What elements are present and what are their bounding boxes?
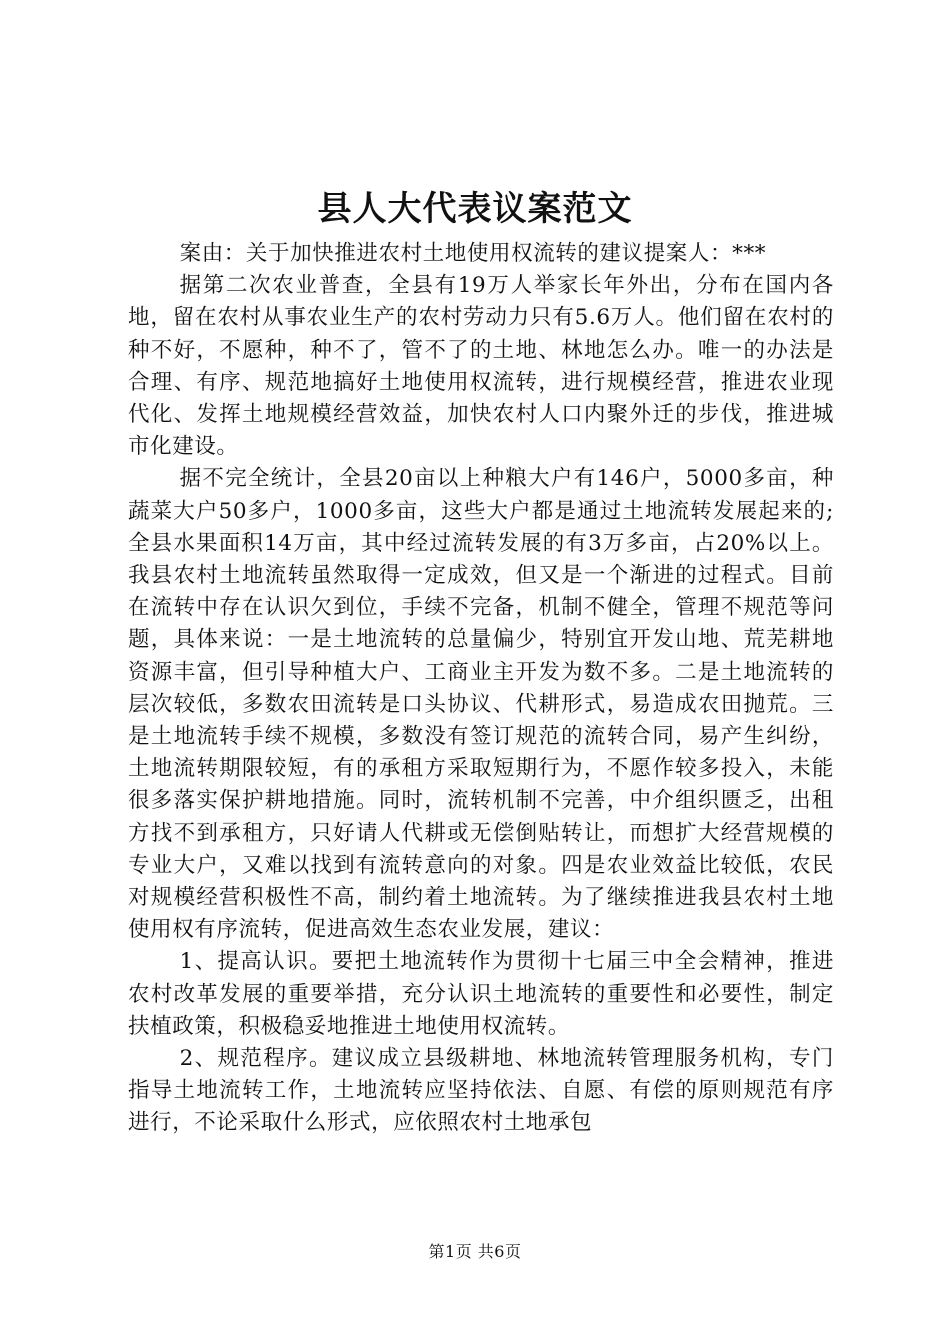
paragraph-statistics: 据不完全统计，全县20亩以上种粮大户有146户，5000多亩，种蔬菜大户50多户，1000多亩，这些大户都是通过土地流转发展起来的;全县水果面积14万亩，其中经过流转发展的有3万多亩，占20%以上。我县农村土地流转虽然取得一定成效，但又是一个渐进的过程式。目前在流转中存在认识欠到位，手续不完备，机制不健全，管理不规范等问题，具体来说：一是土地流转的总量偏少，特别宜开发山地、荒芜耕地资源丰富，但引导种植大户、工商业主开发为数不多。二是土地流转的层次较低，多数农田流转是口头协议、代耕形式，易造成农田抛荒。三是土地流转手续不规模，多数没有签订规范的流转合同，易产生纠纷，土地流转期限较短，有的承租方采取短期行为，不愿作较多投入，未能很多落实保护耕地措施。同时，流转机制不完善，中介组织匮乏，出租方找不到承租方，只好请人代耕或无偿倒贴转让，而想扩大经营规模的专业大户，又难以找到有流转意向的对象。四是农业效益比较低，农民对规模经营积极性不高，制约着土地流转。为了继续推进我县农村土地使用权有序流转，促进高效生态农业发展，建议： [128,466,834,943]
paragraph-case-subject: 案由：关于加快推进农村土地使用权流转的建议提案人：*** [179,241,767,266]
document-title: 县人大代表议案范文 [317,189,633,229]
paragraph-suggestion-1: 1、提高认识。要把土地流转作为贯彻十七届三中全会精神，推进农村改革发展的重要举措，充分认识土地流转的重要性和必要性，制定扶植政策，积极稳妥地推进土地使用权流转。 [128,949,834,1039]
document-body [128,238,834,1140]
paragraph-suggestion-2: 2、规范程序。建议成立县级耕地、林地流转管理服务机构，专门指导土地流转工作，土地流转应坚持依法、自愿、有偿的原则规范有序进行，不论采取什么形式，应依照农村土地承包 [128,1046,834,1136]
paragraph-census: 据第二次农业普查，全县有19万人举家长年外出，分布在国内各地，留在农村从事农业生产的农村劳动力只有5.6万人。他们留在农村的种不好，不愿种，种不了，管不了的土地、林地怎么办。唯一的办法是合理、有序、规范地搞好土地使用权流转，进行规模经营，推进农业现代化、发挥土地规模经营效益，加快农村人口内聚外迁的步伐，推进城市化建设。 [128,273,834,460]
page-number-footer: 第1页 共6页 [428,1242,522,1261]
